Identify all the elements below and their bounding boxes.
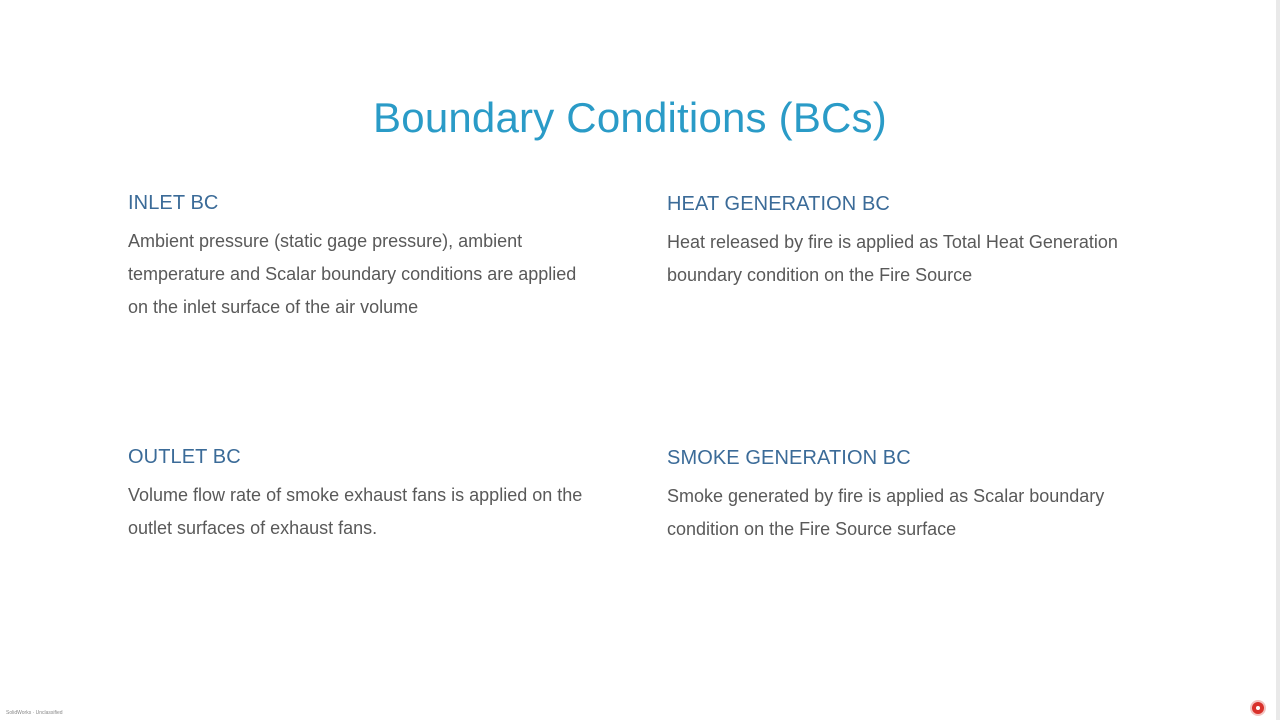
- heat-generation-bc-heading: HEAT GENERATION BC: [667, 193, 890, 215]
- footer-note: SolidWorks · Unclassified: [6, 710, 63, 716]
- inlet-bc-description: Ambient pressure (static gage pressure), ambient temperature and Scalar boundary conditions are applied on the inlet surface of the air volume: [128, 231, 577, 317]
- inlet-bc-heading: INLET BC: [128, 192, 219, 214]
- heat-generation-bc-description: Heat released by fire is applied as Total Heat Generation boundary condition on the Fire Source: [667, 232, 1118, 285]
- outlet-bc-description: Volume flow rate of smoke exhaust fans is applied on the outlet surfaces of exhaust fans.: [128, 485, 583, 538]
- inlet-bc-section: [128, 192, 598, 324]
- record-icon[interactable]: [1252, 702, 1264, 714]
- smoke-generation-bc-description: Smoke generated by fire is applied as Scalar boundary condition on the Fire Source surface: [667, 486, 1105, 539]
- window-edge: [1276, 0, 1280, 720]
- heat-generation-bc-section: [667, 193, 1137, 292]
- outlet-bc-section: [128, 446, 598, 545]
- page-title: Boundary Conditions (BCs): [373, 94, 887, 142]
- smoke-generation-bc-section: [667, 447, 1137, 546]
- outlet-bc-heading: OUTLET BC: [128, 446, 241, 468]
- smoke-generation-bc-heading: SMOKE GENERATION BC: [667, 447, 911, 469]
